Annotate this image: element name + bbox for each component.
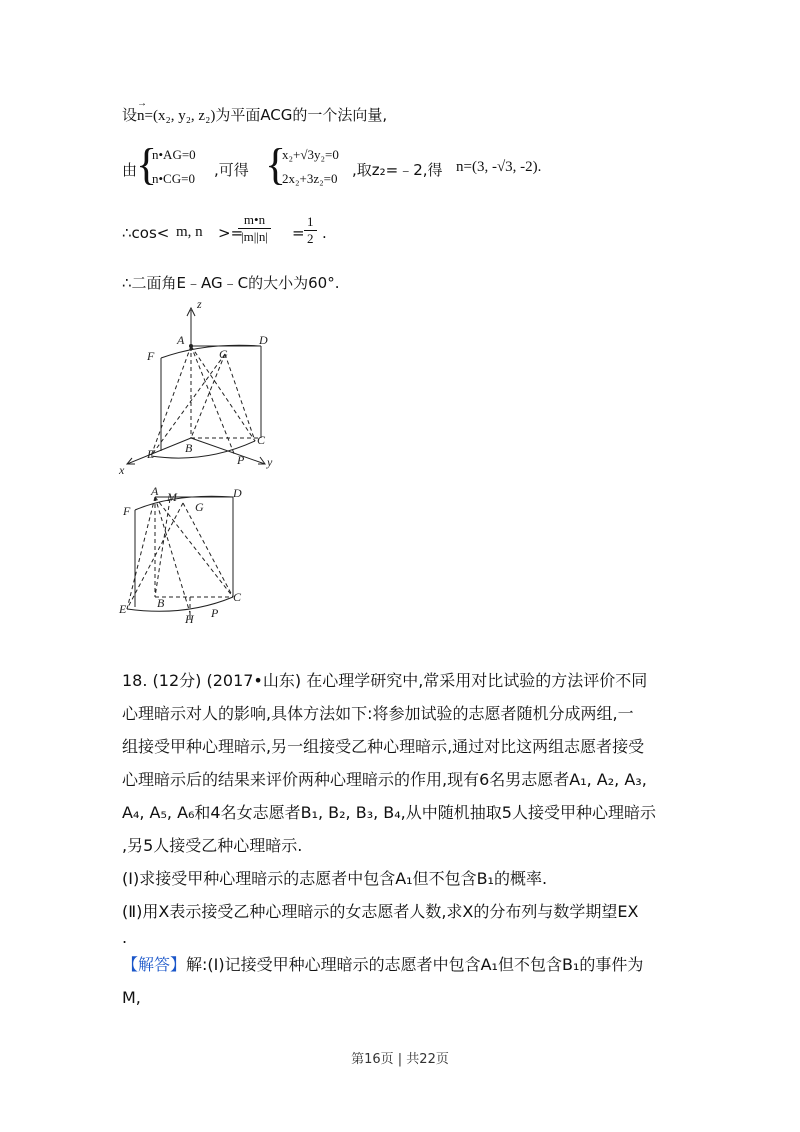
problem-line-5: A₄, A₅, A₆和4名女志愿者B₁, B₂, B₃, B₄,从中随机抽取5人接受甲种心理暗示 — [122, 803, 656, 822]
problem-part-1: (Ⅰ)求接受甲种心理暗示的志愿者中包含A₁但不包含B₁的概率. — [122, 869, 548, 888]
problem-line-2: 心理暗示对人的影响,具体方法如下:将参加试验的志愿者随机分成两组,一 — [122, 704, 634, 723]
cos-fraction — [238, 212, 271, 245]
text-she: 设 — [122, 106, 138, 124]
label-D: D — [259, 333, 268, 347]
left-brace-1: { — [136, 140, 158, 189]
label-y: y — [267, 455, 273, 469]
answer-line — [122, 948, 682, 981]
text-plane-normal: 为平面ACG的一个法向量, — [215, 106, 388, 124]
text-kede: ,可得 — [214, 161, 249, 179]
solution-conclusion: ∴二面角E﹣AG﹣C的大小为60°. — [122, 274, 340, 292]
solution-line-normal-vector — [122, 104, 387, 125]
problem-line-3: 组接受甲种心理暗示,另一组接受乙种心理暗示,通过对比这两组志愿者接受 — [122, 737, 645, 756]
problem-part-2: (Ⅱ)用X表示接受乙种心理暗示的女志愿者人数,求X的分布列与数学期望EX — [122, 902, 639, 921]
problem-line-1: 18. (12分) (2017•山东) 在心理学研究中,常采用对比试验的方法评价不同 — [122, 671, 648, 690]
label-E: E — [119, 602, 127, 616]
figure-2-cylinder — [115, 485, 255, 625]
cos-value-den: 2 — [307, 231, 314, 246]
label-E: E — [147, 447, 155, 461]
text-cos-mid: >= — [218, 224, 244, 242]
label-F: F — [147, 349, 155, 363]
label-G: G — [195, 500, 204, 514]
vector-n: → n — [137, 108, 145, 125]
label-B: B — [157, 596, 165, 610]
figure-1-cylinder-coordinates — [115, 296, 285, 476]
left-brace-2: { — [265, 140, 287, 189]
answer-end: M, — [122, 988, 141, 1007]
cos-value-fraction — [304, 214, 317, 247]
label-B: B — [185, 441, 193, 455]
problem-part-2-end: . — [122, 928, 128, 947]
label-A: A — [177, 333, 185, 347]
page-footer: 第16页 | 共22页 — [351, 1052, 449, 1067]
label-A: A — [151, 485, 159, 498]
system2-eq2: 2x₂+3z₂=0 — [282, 171, 338, 186]
normal-vector-result: n=(3, -√3, -2). — [456, 159, 542, 175]
text-you: 由 — [122, 161, 138, 179]
cos-fraction-num: m•n — [238, 212, 271, 229]
system2-eq1: x₂+√3y₂=0 — [282, 147, 339, 162]
label-P: P — [237, 453, 245, 467]
label-P: P — [211, 606, 219, 620]
problem-18 — [122, 664, 682, 1014]
answer-tag: 【解答】 — [122, 955, 187, 974]
text-take-z: ,取z₂=﹣2,得 — [352, 161, 443, 179]
cos-vectors: m, n — [176, 224, 203, 240]
problem-line-6: ,另5人接受乙种心理暗示. — [122, 836, 303, 855]
text-period: . — [322, 224, 327, 242]
system1-eq2: n•CG=0 — [152, 171, 195, 186]
answer-text: 解:(I)记接受甲种心理暗示的志愿者中包含A₁但不包含B₁的事件为 — [186, 955, 644, 974]
vector-coords: =(x₂, y₂, z₂) — [144, 108, 216, 124]
system1-eq1: n•AG=0 — [152, 147, 196, 162]
text-cos: ∴cos< — [122, 224, 170, 242]
text-equals: = — [292, 224, 305, 242]
cos-fraction-den: |m||n| — [241, 229, 269, 244]
label-C: C — [257, 433, 266, 447]
label-G: G — [219, 347, 228, 361]
cos-value-num: 1 — [304, 214, 317, 231]
label-D: D — [233, 486, 242, 500]
label-z: z — [197, 297, 202, 311]
x-axis — [127, 438, 191, 464]
label-x: x — [119, 463, 125, 476]
label-C: C — [233, 590, 242, 604]
label-H: H — [185, 612, 194, 625]
label-M: M — [167, 490, 177, 504]
problem-line-4: 心理暗示后的结果来评价两种心理暗示的作用,现有6名男志愿者A₁, A₂, A₃, — [122, 770, 647, 789]
label-F: F — [123, 504, 131, 518]
